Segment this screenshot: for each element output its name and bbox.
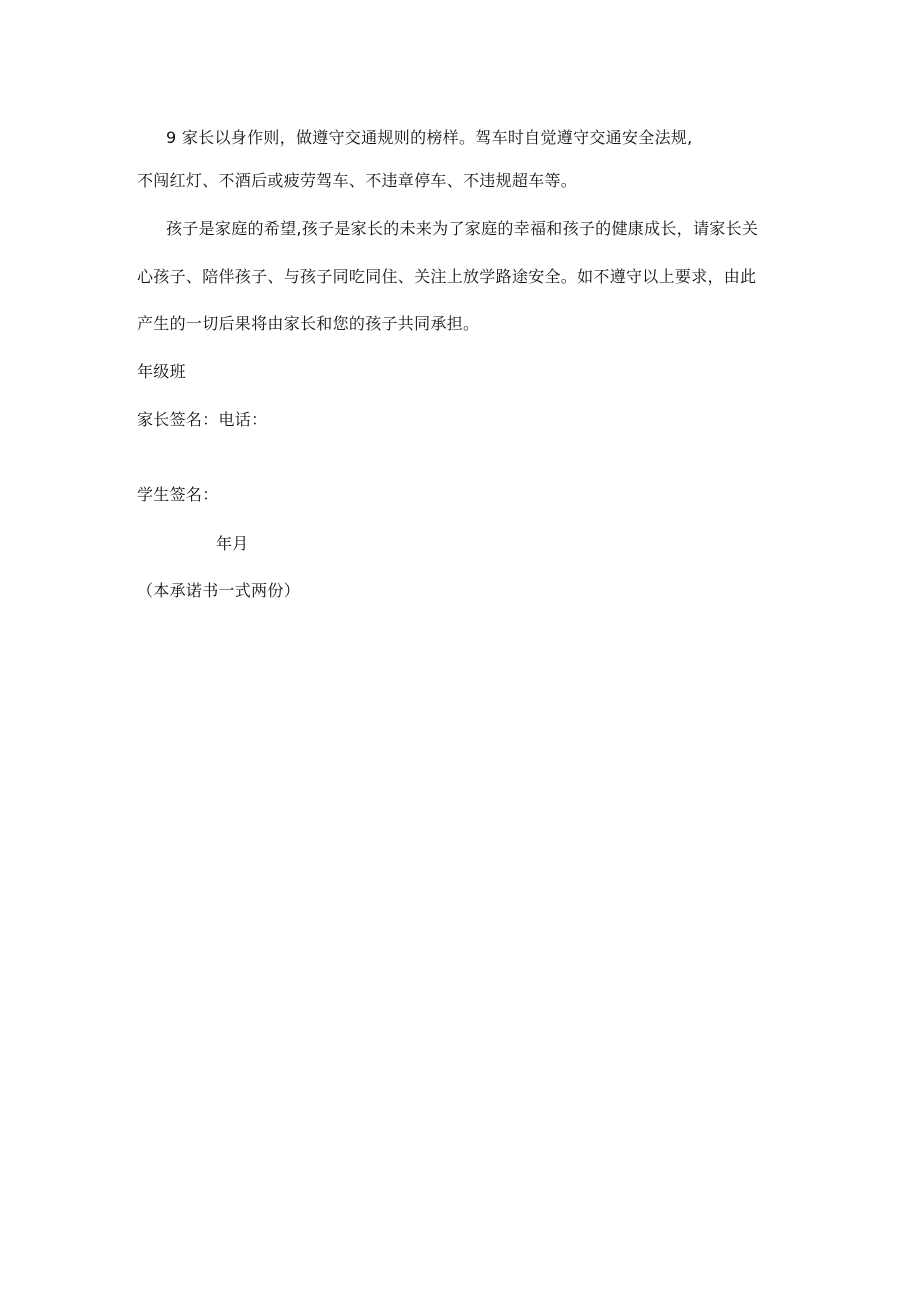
grade-class-label: 年级班: [137, 362, 186, 381]
student-signature-label: 学生签名：: [137, 485, 219, 504]
paragraph-item-9-line-2: 不闯红灯、不酒后或疲劳驾车、不违章停车、不违规超车等。: [137, 171, 578, 190]
paragraph-item-9-line-1: 9 家长以身作则，做遵守交通规则的榜样。驾车时自觉遵守交通安全法规,: [166, 128, 693, 147]
copies-note: （本承诺书一式两份）: [137, 581, 301, 600]
paragraph-closing-line-2: 心孩子、陪伴孩子、与孩子同吃同住、关注上放学路途安全。如不遵守以上要求，由此: [137, 267, 757, 286]
paragraph-closing-line-3: 产生的一切后果将由家长和您的孩子共同承担。: [137, 314, 480, 333]
paragraph-closing-line-1: 孩子是家庭的希望,孩子是家长的未来为了家庭的幸福和孩子的健康成长，请家长关: [166, 219, 759, 238]
date-label: 年月: [216, 534, 249, 553]
parent-signature-label: 家长签名：电话：: [137, 410, 268, 429]
